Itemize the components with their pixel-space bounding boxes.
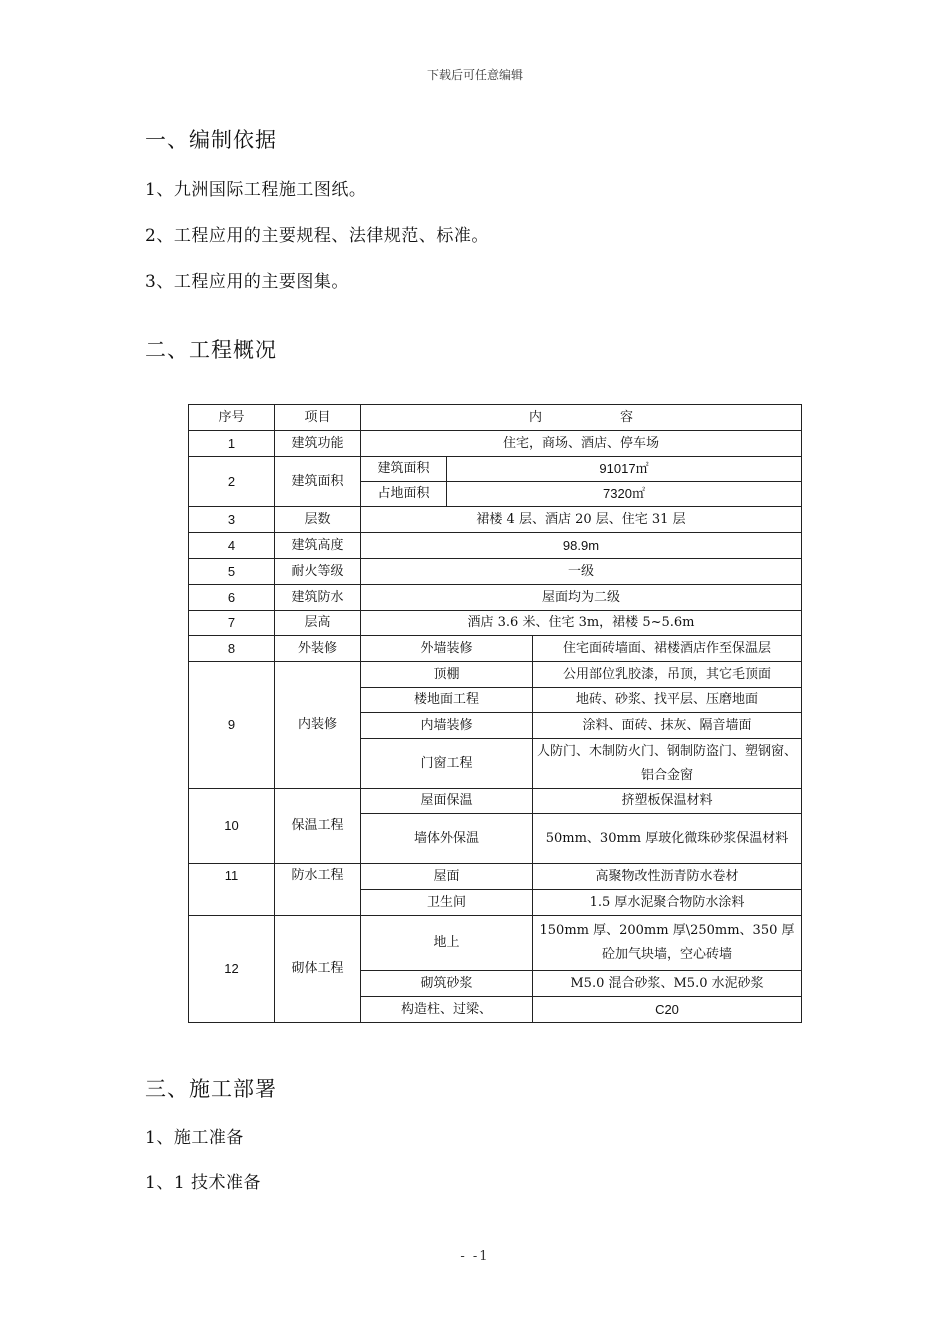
deployment-item-1: 1、施工准备 [145, 1128, 244, 1148]
cell-item: 耐火等级 [275, 559, 361, 585]
table-row [189, 507, 802, 533]
cell-sub: 屋面保温 [361, 789, 533, 814]
cell-content: M5.0 混合砂浆、M5.0 水泥砂浆 [533, 971, 802, 997]
cell-content: 酒店 3.6 米、住宅 3m，裙楼 5~5.6m [361, 611, 802, 636]
cell-no: 2 [189, 457, 275, 507]
section-title-basis: 一、编制依据 [145, 128, 277, 152]
header-content: 内 容 [361, 405, 802, 431]
cell-content: C20 [533, 997, 802, 1023]
table-row [189, 916, 802, 971]
cell-item: 防水工程 [275, 864, 361, 916]
table-row [189, 431, 802, 457]
cell-content: 住宅，商场、酒店、停车场 [361, 431, 802, 457]
table-row [189, 533, 802, 559]
table-row [189, 789, 802, 814]
cell-item: 内装修 [275, 662, 361, 789]
table-row [189, 636, 802, 662]
table-row [189, 559, 802, 585]
cell-no: 3 [189, 507, 275, 533]
cell-sub: 占地面积 [361, 482, 447, 507]
basis-item-1: 1、九洲国际工程施工图纸。 [145, 180, 367, 200]
cell-content: 地砖、砂浆、找平层、压磨地面 [533, 688, 802, 713]
page-header: 下载后可任意编辑 [426, 68, 523, 82]
cell-no: 5 [189, 559, 275, 585]
cell-content: 挤塑板保温材料 [533, 789, 802, 814]
section-title-deployment: 三、施工部署 [145, 1077, 277, 1101]
basis-item-2: 2、工程应用的主要规程、法律规范、标准。 [145, 226, 489, 246]
cell-content: 91017㎡ [447, 457, 802, 482]
cell-sub: 构造柱、过梁、 [361, 997, 533, 1023]
cell-sub: 墙体外保温 [361, 814, 533, 864]
cell-content: 公用部位乳胶漆，吊顶，其它毛顶面 [533, 662, 802, 688]
cell-no: 11 [189, 864, 275, 916]
cell-content: 150mm 厚、200mm 厚\250mm、350 厚砼加气块墙，空心砖墙 [533, 916, 802, 971]
table-row [189, 457, 802, 482]
cell-sub: 内墙装修 [361, 713, 533, 739]
project-overview-table [188, 404, 802, 1023]
cell-no: 1 [189, 431, 275, 457]
table-row [189, 662, 802, 688]
cell-no: 10 [189, 789, 275, 864]
cell-no: 9 [189, 662, 275, 789]
table-row [189, 585, 802, 611]
section-title-overview: 二、工程概况 [145, 338, 277, 362]
cell-content: 1.5 厚水泥聚合物防水涂料 [533, 890, 802, 916]
cell-content: 人防门、木制防火门、钢制防盗门、塑钢窗、铝合金窗 [533, 739, 802, 789]
cell-sub: 顶棚 [361, 662, 533, 688]
table-row [189, 611, 802, 636]
cell-no: 7 [189, 611, 275, 636]
cell-item: 建筑防水 [275, 585, 361, 611]
cell-content: 裙楼 4 层、酒店 20 层、住宅 31 层 [361, 507, 802, 533]
cell-no: 12 [189, 916, 275, 1023]
cell-no: 4 [189, 533, 275, 559]
basis-item-3: 3、工程应用的主要图集。 [145, 272, 349, 292]
cell-sub: 建筑面积 [361, 457, 447, 482]
cell-sub: 砌筑砂浆 [361, 971, 533, 997]
cell-item: 层数 [275, 507, 361, 533]
cell-sub: 屋面 [361, 864, 533, 890]
cell-content: 住宅面砖墙面、裙楼酒店作至保温层 [533, 636, 802, 662]
cell-item: 外装修 [275, 636, 361, 662]
cell-sub: 卫生间 [361, 890, 533, 916]
cell-no: 8 [189, 636, 275, 662]
cell-content: 50mm、30mm 厚玻化微珠砂浆保温材料 [533, 814, 802, 864]
cell-content: 涂料、面砖、抹灰、隔音墙面 [533, 713, 802, 739]
cell-item: 保温工程 [275, 789, 361, 864]
header-item: 项目 [275, 405, 361, 431]
cell-sub: 地上 [361, 916, 533, 971]
cell-content: 高聚物改性沥青防水卷材 [533, 864, 802, 890]
cell-item: 建筑面积 [275, 457, 361, 507]
table-row [189, 864, 802, 890]
header-no: 序号 [189, 405, 275, 431]
table-header-row [189, 405, 802, 431]
cell-item: 建筑高度 [275, 533, 361, 559]
deployment-item-1-1: 1、1 技术准备 [145, 1173, 262, 1193]
cell-item: 层高 [275, 611, 361, 636]
cell-sub: 门窗工程 [361, 739, 533, 789]
cell-item: 建筑功能 [275, 431, 361, 457]
cell-content: 一级 [361, 559, 802, 585]
cell-item: 砌体工程 [275, 916, 361, 1023]
cell-content: 7320㎡ [447, 482, 802, 507]
cell-no: 6 [189, 585, 275, 611]
cell-content: 98.9m [361, 533, 802, 559]
cell-sub: 外墙装修 [361, 636, 533, 662]
cell-sub: 楼地面工程 [361, 688, 533, 713]
page-number: - -1 [460, 1249, 490, 1264]
cell-content: 屋面均为二级 [361, 585, 802, 611]
